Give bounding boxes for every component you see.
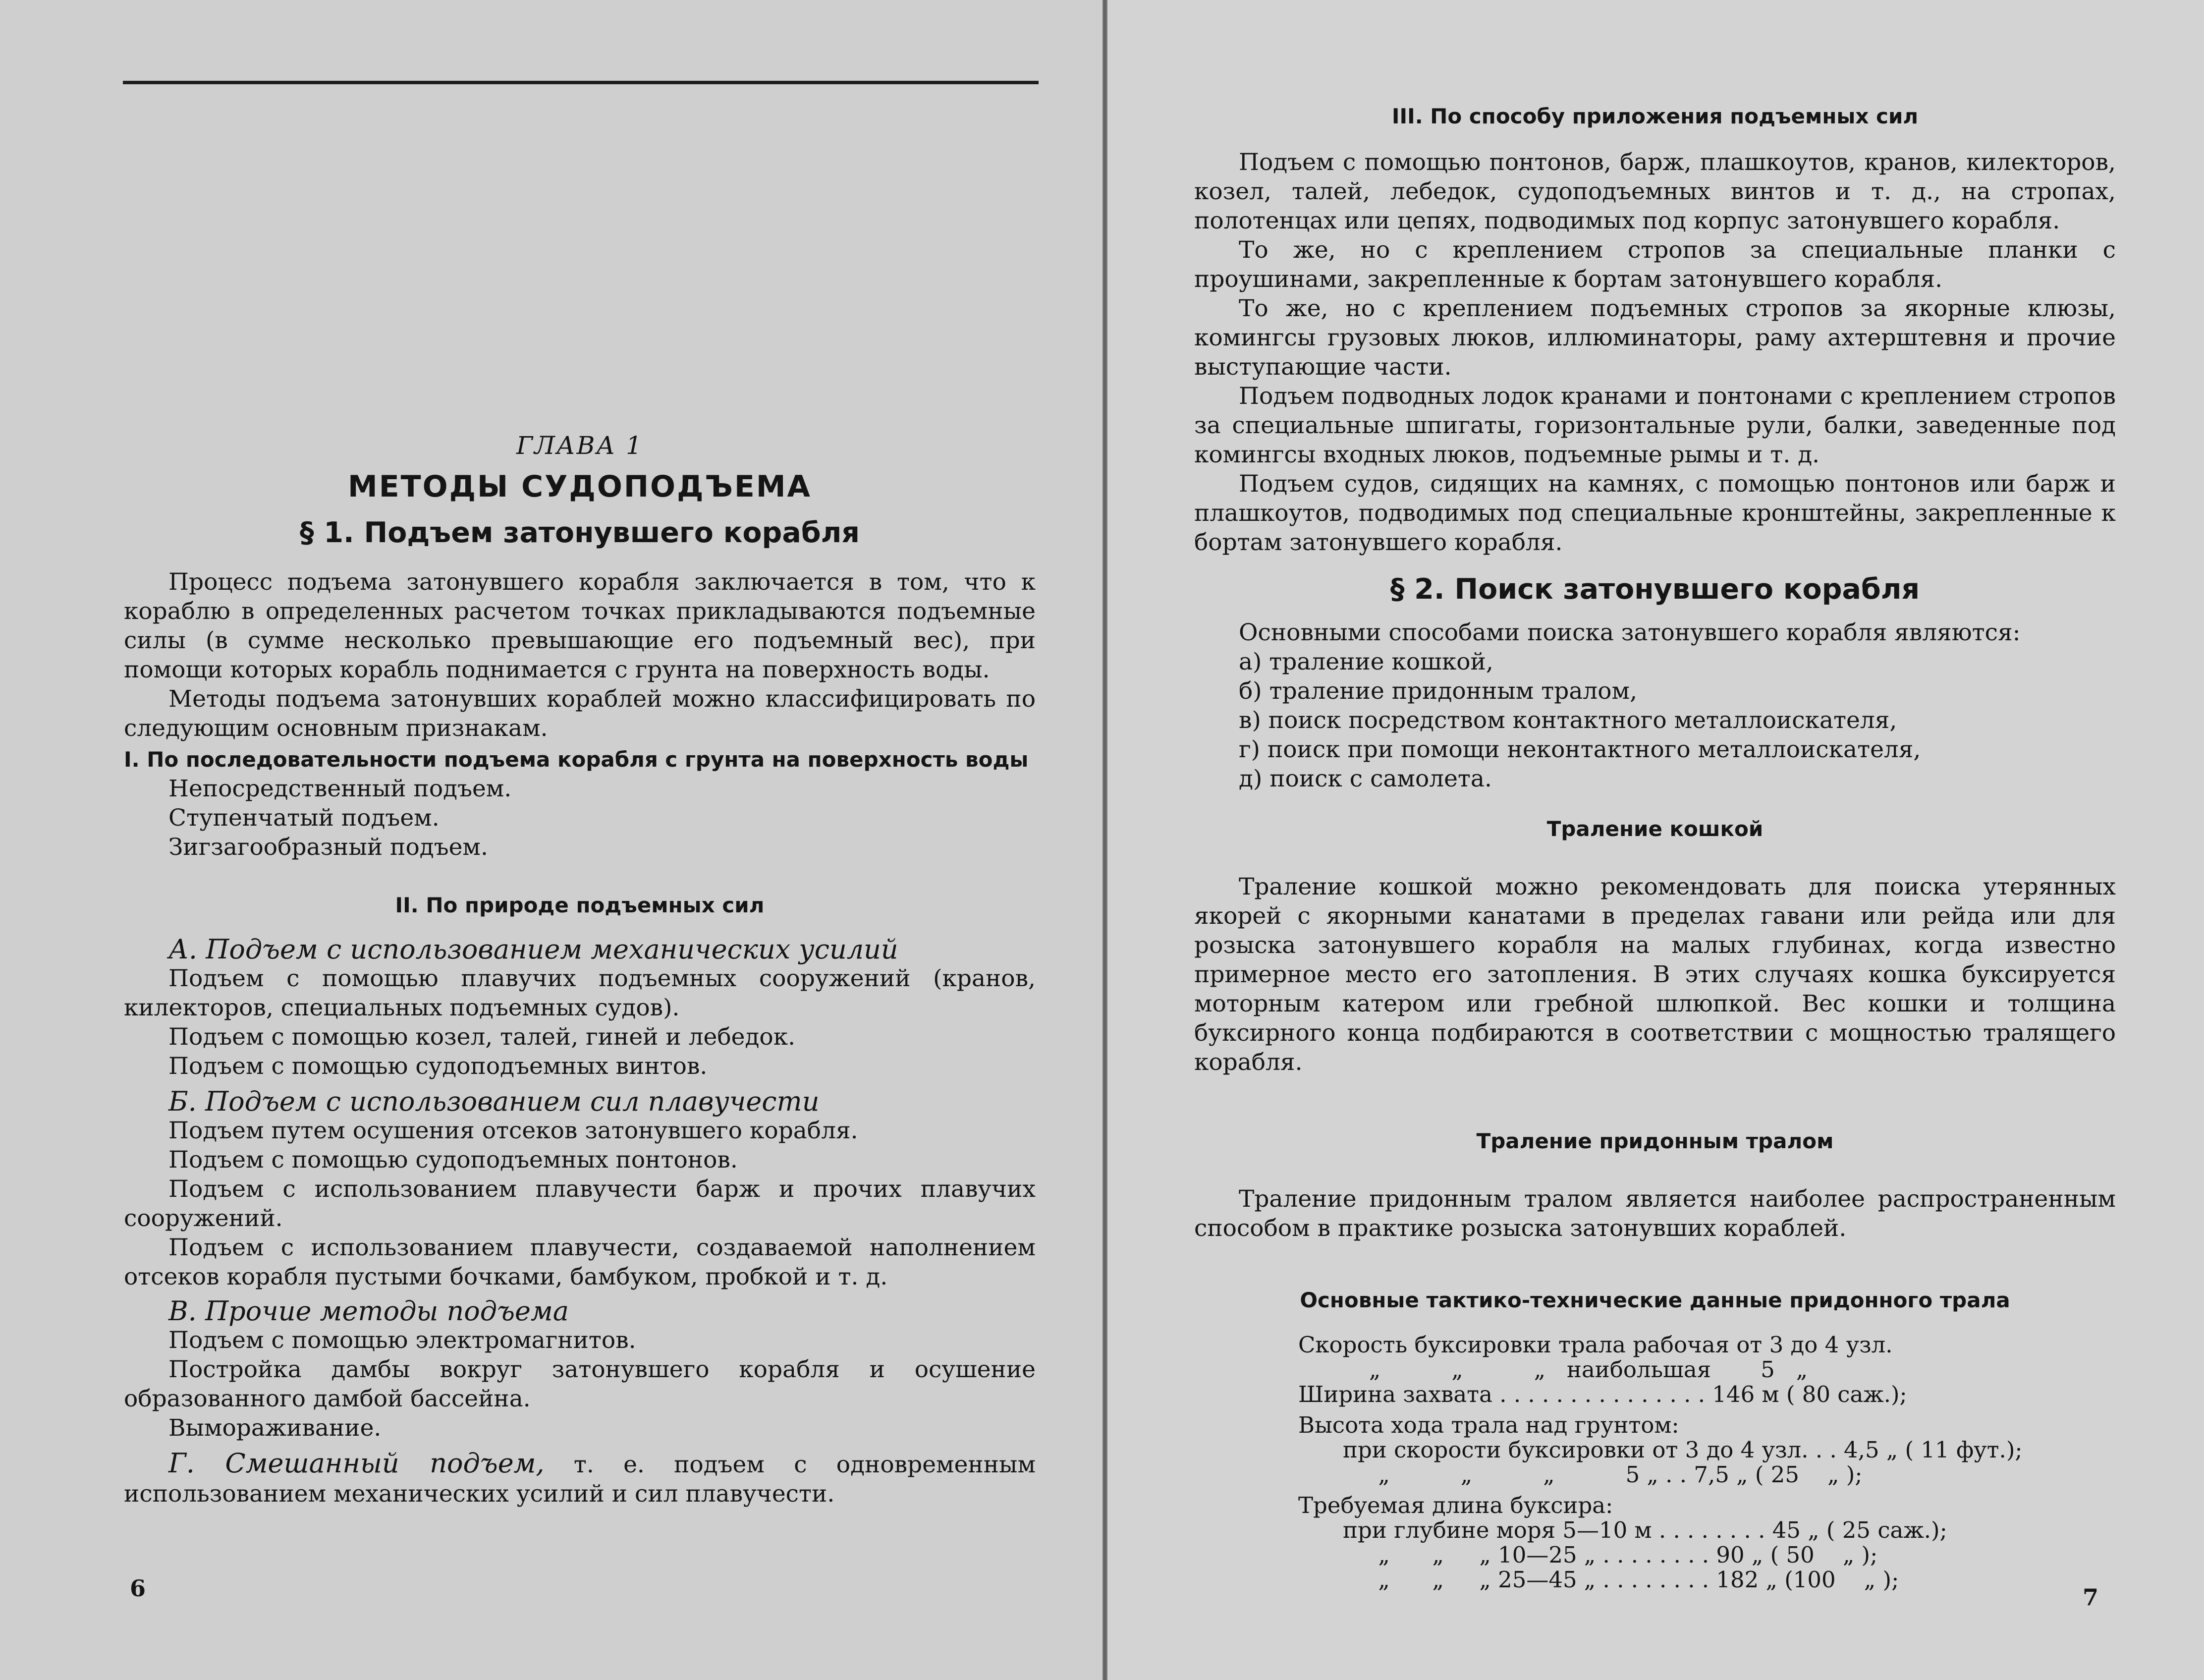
classification-heading-2: II. По природе подъемных сил: [395, 893, 765, 917]
paragraph: Траление кошкой можно рекомендовать для поиска утерянных якорей с якорными канатами в пределах гавани или рейда или для розыска затонувшего корабля на малых глубинах, когда известно примерное место его затопления. В этих случаях кошка буксируется моторным катером или гребной шлюпкой. Вес кошки и толщина буксирного конца подбираются в соответствии с мощностью тралящего корабля.: [1194, 873, 2116, 1076]
paragraph: Основными способами поиска затонувшего корабля являются:: [1239, 619, 2021, 646]
spec-row: „ „ „ 25—45 „ . . . . . . . . 182 „ (100 „ );: [1343, 1567, 1899, 1593]
list-item: г) поиск при помощи неконтактного металлоискателя,: [1239, 736, 1921, 763]
list-item: Подъем с использованием плавучести, создаваемой наполнением отсеков корабля пустыми бочками, бамбуком, пробкой и т. д.: [124, 1234, 1036, 1290]
spec-row: „ „ „ 10—25 „ . . . . . . . . 90 „ ( 50 „ );: [1343, 1542, 1878, 1568]
list-item: Подъем с помощью электромагнитов.: [168, 1327, 636, 1354]
classification-heading-3: III. По способу приложения подъемных сил: [1391, 104, 1919, 128]
paragraph: То же, но с креплением стропов за специальные планки с проушинами, закрепленные к бортам затонувшего корабля.: [1194, 236, 2116, 293]
chapter-label: ГЛАВА 1: [516, 431, 643, 460]
group-v-heading: В. Прочие методы подъема: [168, 1295, 569, 1327]
spec-row: Требуемая длина буксира:: [1298, 1492, 1613, 1518]
spec-row: Ширина захвата . . . . . . . . . . . . . . . 146 м ( 80 саж.);: [1298, 1381, 1907, 1407]
list-item: Зигзагообразный подъем.: [168, 834, 488, 861]
group-g-heading: Г. Смешанный подъем,: [168, 1448, 545, 1479]
right-page: [1107, 0, 2204, 1680]
page-number: 6: [130, 1575, 146, 1602]
section-1-heading: § 1. Подъем затонувшего корабля: [300, 516, 860, 549]
list-item: Подъем с помощью козел, талей, гиней и лебедок.: [168, 1023, 796, 1051]
list-item: Подъем с помощью судоподъемных винтов.: [168, 1053, 708, 1080]
list-item: а) траление кошкой,: [1239, 648, 1493, 675]
list-item: Подъем с помощью судоподъемных понтонов.: [168, 1146, 738, 1174]
list-item: Непосредственный подъем.: [168, 775, 512, 802]
list-item: Подъем путем осушения отсеков затонувшего корабля.: [168, 1117, 858, 1144]
paragraph: Методы подъема затонувших кораблей можно классифицировать по следующим основным признакам.: [124, 685, 1036, 742]
table-title: Основные тактико-технические данные придонного трала: [1300, 1288, 2010, 1312]
list-item: Вымораживание.: [168, 1414, 382, 1442]
group-b-heading: Б. Подъем с использованием сил плавучести: [168, 1086, 820, 1117]
list-item: в) поиск посредством контактного металлоискателя,: [1239, 707, 1897, 734]
list-item: Ступенчатый подъем.: [168, 804, 440, 832]
page-number: 7: [2083, 1584, 2099, 1611]
spec-row: „ „ „ 5 „ . . 7,5 „ ( 25 „ );: [1343, 1461, 1863, 1488]
spec-row: при глубине моря 5—10 м . . . . . . . . 45 „ ( 25 саж.);: [1343, 1517, 1947, 1543]
spec-row: Скорость буксировки трала рабочая от 3 до 4 узл.: [1298, 1332, 1893, 1358]
chapter-title: МЕТОДЫ СУДОПОДЪЕМА: [347, 469, 812, 504]
paragraph: То же, но с креплением подъемных стропов за якорные клюзы, комингсы грузовых люков, иллюминаторы, раму ахтерштевня и прочие выступающие части.: [1194, 295, 2116, 381]
subsection-heading: Траление придонным тралом: [1476, 1129, 1834, 1153]
list-item: Подъем с использованием плавучести барж и прочих плавучих сооружений.: [124, 1176, 1036, 1232]
right-column: [1194, 102, 2116, 1592]
left-column: [124, 431, 1036, 1509]
spec-row: Высота хода трала над грунтом:: [1298, 1412, 1679, 1438]
subsection-heading: Траление кошкой: [1546, 817, 1763, 841]
list-item: б) траление придонным тралом,: [1239, 677, 1638, 705]
paragraph: Траление придонным тралом является наиболее распространенным способом в практике розыска затонувших кораблей.: [1194, 1185, 2116, 1242]
section-2-heading: § 2. Поиск затонувшего корабля: [1390, 573, 1920, 606]
spec-table: [1298, 1333, 2116, 1592]
classification-heading-1: I. По последовательности подъема корабля с грунта на поверхность воды: [124, 747, 1029, 772]
paragraph: Процесс подъема затонувшего корабля заключается в том, что к кораблю в определенных расчетом точках прикладываются подъемные силы (в сумме несколько превышающие его подъемный вес), при помощи которых корабль поднимается с грунта на поверхность воды.: [124, 568, 1036, 683]
group-a-heading: А. Подъем с использованием механических усилий: [168, 934, 898, 965]
spec-row: „ „ „ наибольшая 5 „: [1298, 1356, 1808, 1383]
list-item: Постройка дамбы вокруг затонувшего корабля и осушение образованного дамбой бассейна.: [124, 1356, 1036, 1412]
spec-row: при скорости буксировки от 3 до 4 узл. . . 4,5 „ ( 11 фут.);: [1343, 1437, 2023, 1463]
paragraph: Подъем судов, сидящих на камнях, с помощью понтонов или барж и плашкоутов, подводимых под специальные кронштейны, закрепленные к бортам затонувшего корабля.: [1194, 470, 2116, 556]
paragraph: Подъем подводных лодок кранами и понтонами с креплением стропов за специальные шпигаты, горизонтальные рули, балки, заведенные под комингсы входных люков, подъемные рымы и т. д.: [1194, 383, 2116, 468]
list-item: Подъем с помощью плавучих подъемных сооружений (кранов, килекторов, специальных подъемных судов).: [124, 965, 1036, 1021]
group-g-text: т. е. подъем с одновременным использованием механических усилий и сил плавучести.: [124, 1451, 1036, 1508]
list-item: д) поиск с самолета.: [1239, 765, 1492, 792]
paragraph: Подъем с помощью понтонов, барж, плашкоутов, кранов, килекторов, козел, талей, лебедок, судоподъемных винтов и т. д., на стропах, полотенцах или цепях, подводимых под корпус затонувшего корабля.: [1194, 149, 2116, 234]
group-g-paragraph: [124, 1449, 1036, 1509]
top-rule: [123, 81, 1039, 84]
